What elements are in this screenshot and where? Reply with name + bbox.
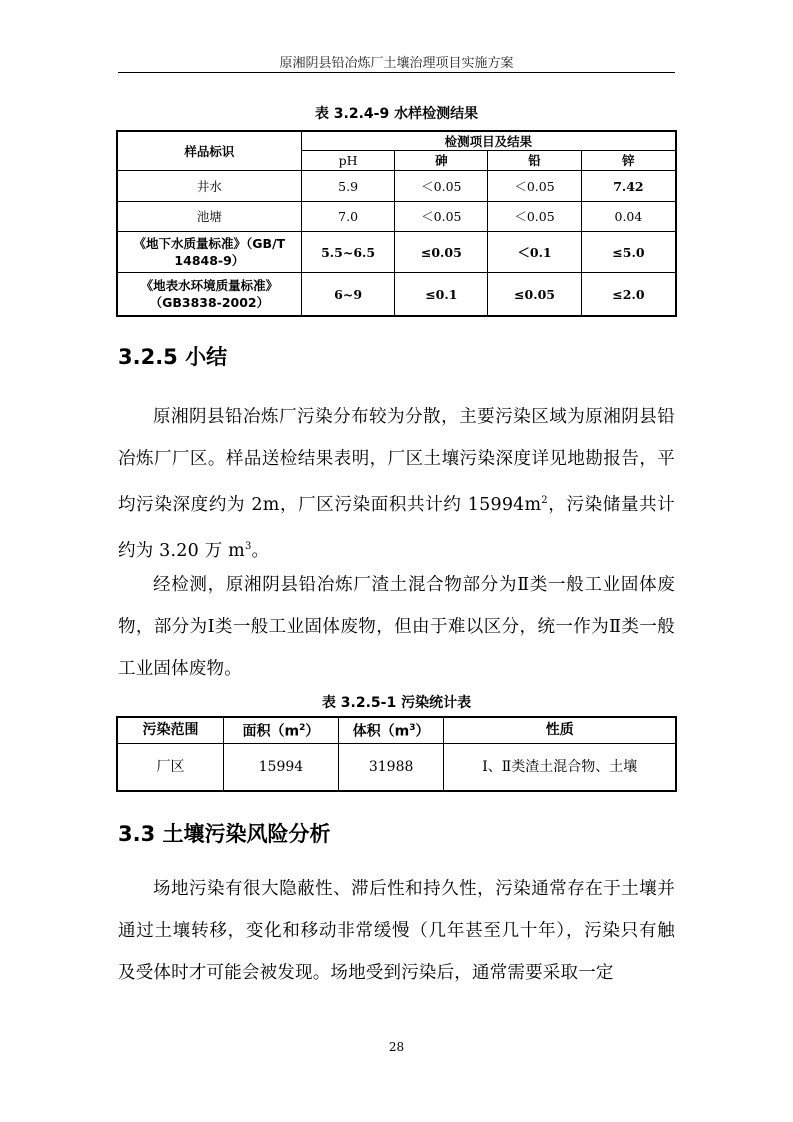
cell-ph: 6~9 (301, 273, 395, 317)
water-sample-table (116, 130, 677, 317)
header-rule (118, 72, 675, 73)
sample-id-header: 样品标识 (117, 131, 301, 171)
pollution-stats-table (116, 716, 677, 792)
cell-arsenic: ＜0.05 (395, 202, 488, 232)
superscript: 3 (244, 540, 252, 552)
table-row (117, 744, 676, 792)
paragraph-summary (118, 396, 675, 572)
superscript: 2 (541, 495, 548, 506)
cell-lead: ＜0.05 (488, 171, 582, 202)
col-ph-header: pH (301, 151, 395, 171)
paragraph-text: 。 (251, 540, 270, 561)
col-volume-header (338, 717, 444, 744)
col-zinc-header: 锌 (581, 151, 676, 171)
table2-caption: 表 3.2.5-1 污染统计表 (321, 695, 472, 711)
cell-arsenic: ≤0.1 (395, 273, 488, 317)
row-label: 《地表水环境质量标准》（GB3838-2002） (117, 273, 301, 317)
cell-zinc: ≤5.0 (581, 232, 676, 273)
col-lead-header: 铅 (488, 151, 582, 171)
row-label: 池塘 (117, 202, 301, 232)
cell-zinc: 0.04 (581, 202, 676, 232)
cell-arsenic: ＜0.05 (395, 171, 488, 202)
cell-ph: 7.0 (301, 202, 395, 232)
page-number: 28 (388, 1040, 405, 1054)
table-row (117, 232, 676, 273)
superscript: 3 (409, 723, 416, 734)
section-heading-325: 3.2.5 小结 (118, 345, 228, 369)
table-row (117, 171, 676, 202)
area-header-close: ） (305, 723, 320, 740)
section-heading-33: 3.3 土壤污染风险分析 (118, 822, 331, 846)
paragraph-text: ，污染储量共计约为 3.20 万 m (118, 494, 675, 561)
volume-header-close: ） (415, 723, 430, 740)
cell-lead: ＜0.05 (488, 202, 582, 232)
row-label: 《地下水质量标准》（GB/T 14848-9） (117, 232, 301, 273)
cell-ph: 5.9 (301, 171, 395, 202)
volume-header-text: 体积（m (352, 723, 410, 740)
area-header-text: 面积（m (242, 723, 300, 740)
table-row (117, 273, 676, 317)
col-arsenic-header: 砷 (395, 151, 488, 171)
cell-nature: Ⅰ、Ⅱ类渣土混合物、土壤 (444, 744, 676, 792)
col-nature-header: 性质 (444, 717, 676, 744)
cell-range: 厂区 (117, 744, 224, 792)
paragraph-risk: 场地污染有很大隐蔽性、滞后性和持久性，污染通常存在于土壤并通过土壤转移，变化和移动非常缓慢（几年甚至几十年），污染只有触及受体时才可能会被发现。场地受到污染后，通常需要采取一定 (118, 879, 675, 983)
cell-zinc: 7.42 (581, 171, 676, 202)
paragraph-text: 原湘阴县铅冶炼厂污染分布较为分散，主要污染区域为原湘阴县铅冶炼厂厂区。样品送检结果表明，厂区土壤污染深度详见地勘报告，平均污染深度约为 2m，厂区污染面积共计约 15994m (118, 407, 675, 515)
cell-ph: 5.5~6.5 (301, 232, 395, 273)
col-range-header: 污染范围 (117, 717, 224, 744)
row-label: 井水 (117, 171, 301, 202)
table1-caption: 表 3.2.4-9 水样检测结果 (314, 106, 479, 122)
paragraph-detection: 经检测，原湘阴县铅冶炼厂渣土混合物部分为Ⅱ类一般工业固体废物，部分为Ⅰ类一般工业固体废物，但由于难以区分，统一作为Ⅱ类一般工业固体废物。 (118, 575, 675, 679)
cell-zinc: ≤2.0 (581, 273, 676, 317)
cell-lead: ≤0.05 (488, 273, 582, 317)
superscript: 2 (299, 723, 306, 734)
table-row (117, 202, 676, 232)
page-header: 原湘阴县铅冶炼厂土壤治理项目实施方案 (279, 56, 514, 71)
cell-volume: 31988 (338, 744, 444, 792)
cell-lead: ＜0.1 (488, 232, 582, 273)
col-area-header (224, 717, 339, 744)
cell-arsenic: ≤0.05 (395, 232, 488, 273)
test-results-header: 检测项目及结果 (301, 131, 676, 151)
cell-area: 15994 (224, 744, 339, 792)
